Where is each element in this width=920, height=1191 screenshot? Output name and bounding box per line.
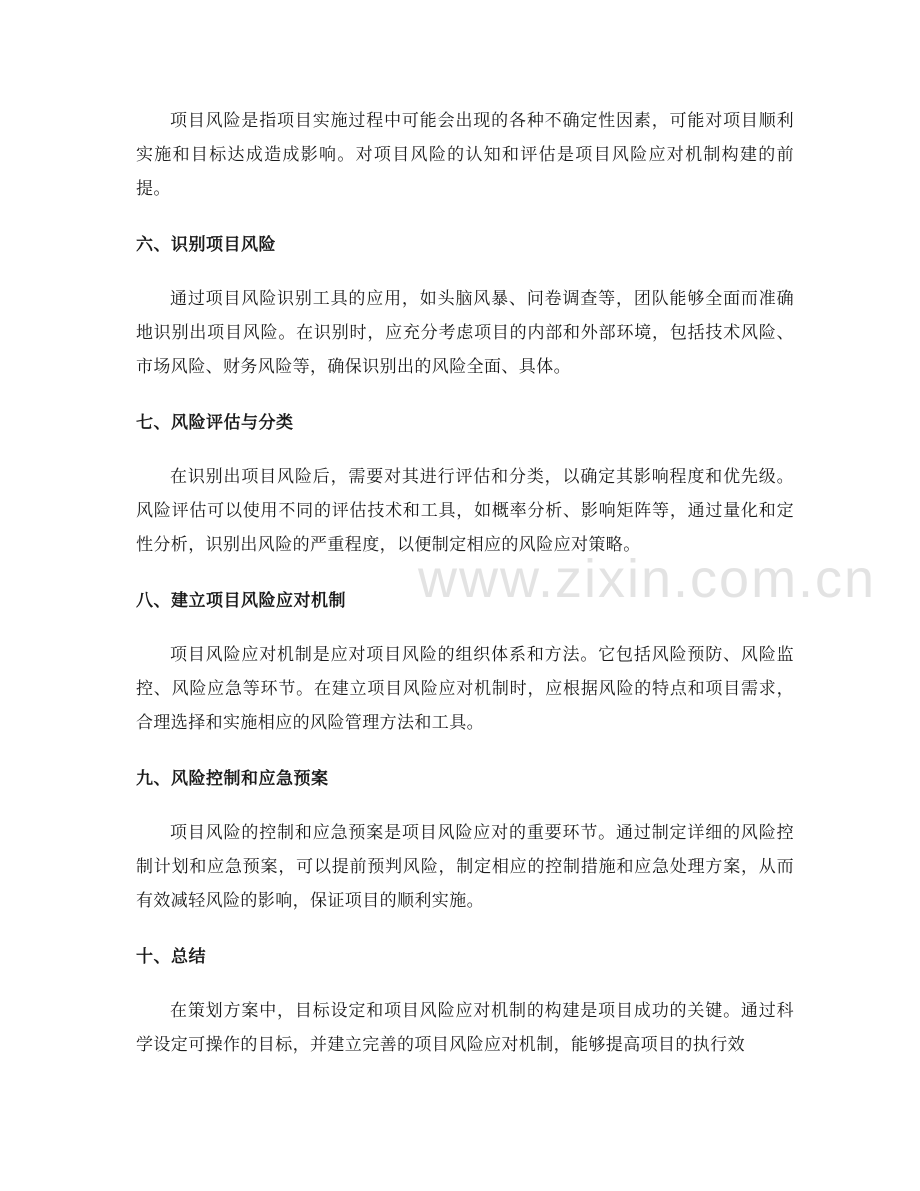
paragraph-identify-risk: 通过项目风险识别工具的应用，如头脑风暴、问卷调查等，团队能够全面而准确地识别出项目风险。在识别时，应充分考虑项目的内部和外部环境，包括技术风险、市场风险、财务风险等，确保识别出的风险全面、具体。 xyxy=(136,289,794,377)
heading-identify-risk: 六、识别项目风险 xyxy=(136,235,276,255)
heading-risk-control: 九、风险控制和应急预案 xyxy=(136,769,329,789)
paragraph-response-mechanism: 项目风险应对机制是应对项目风险的组织体系和方法。它包括风险预防、风险监控、风险应急等环节。在建立项目风险应对机制时，应根据风险的特点和项目需求，合理选择和实施相应的风险管理方法和工具。 xyxy=(136,645,794,733)
watermark: www.zixin.com.cn xyxy=(418,549,877,609)
paragraph-risk-control: 项目风险的控制和应急预案是项目风险应对的重要环节。通过制定详细的风险控制计划和应急预案，可以提前预判风险，制定相应的控制措施和应急处理方案，从而有效减轻风险的影响，保证项目的顺利实施。 xyxy=(136,823,794,911)
paragraph-summary: 在策划方案中，目标设定和项目风险应对机制的构建是项目成功的关键。通过科学设定可操作的目标，并建立完善的项目风险应对机制，能够提高项目的执行效 xyxy=(136,1001,794,1055)
heading-summary: 十、总结 xyxy=(136,947,206,967)
heading-risk-assessment: 七、风险评估与分类 xyxy=(136,413,294,433)
paragraph-risk-definition: 项目风险是指项目实施过程中可能会出现的各种不确定性因素，可能对项目顺利实施和目标达成造成影响。对项目风险的认知和评估是项目风险应对机制构建的前提。 xyxy=(136,111,794,199)
paragraph-risk-assessment: 在识别出项目风险后，需要对其进行评估和分类，以确定其影响程度和优先级。风险评估可以使用不同的评估技术和工具，如概率分析、影响矩阵等，通过量化和定性分析，识别出风险的严重程度，以便制定相应的风险应对策略。 xyxy=(136,467,794,555)
heading-response-mechanism: 八、建立项目风险应对机制 xyxy=(136,591,346,611)
